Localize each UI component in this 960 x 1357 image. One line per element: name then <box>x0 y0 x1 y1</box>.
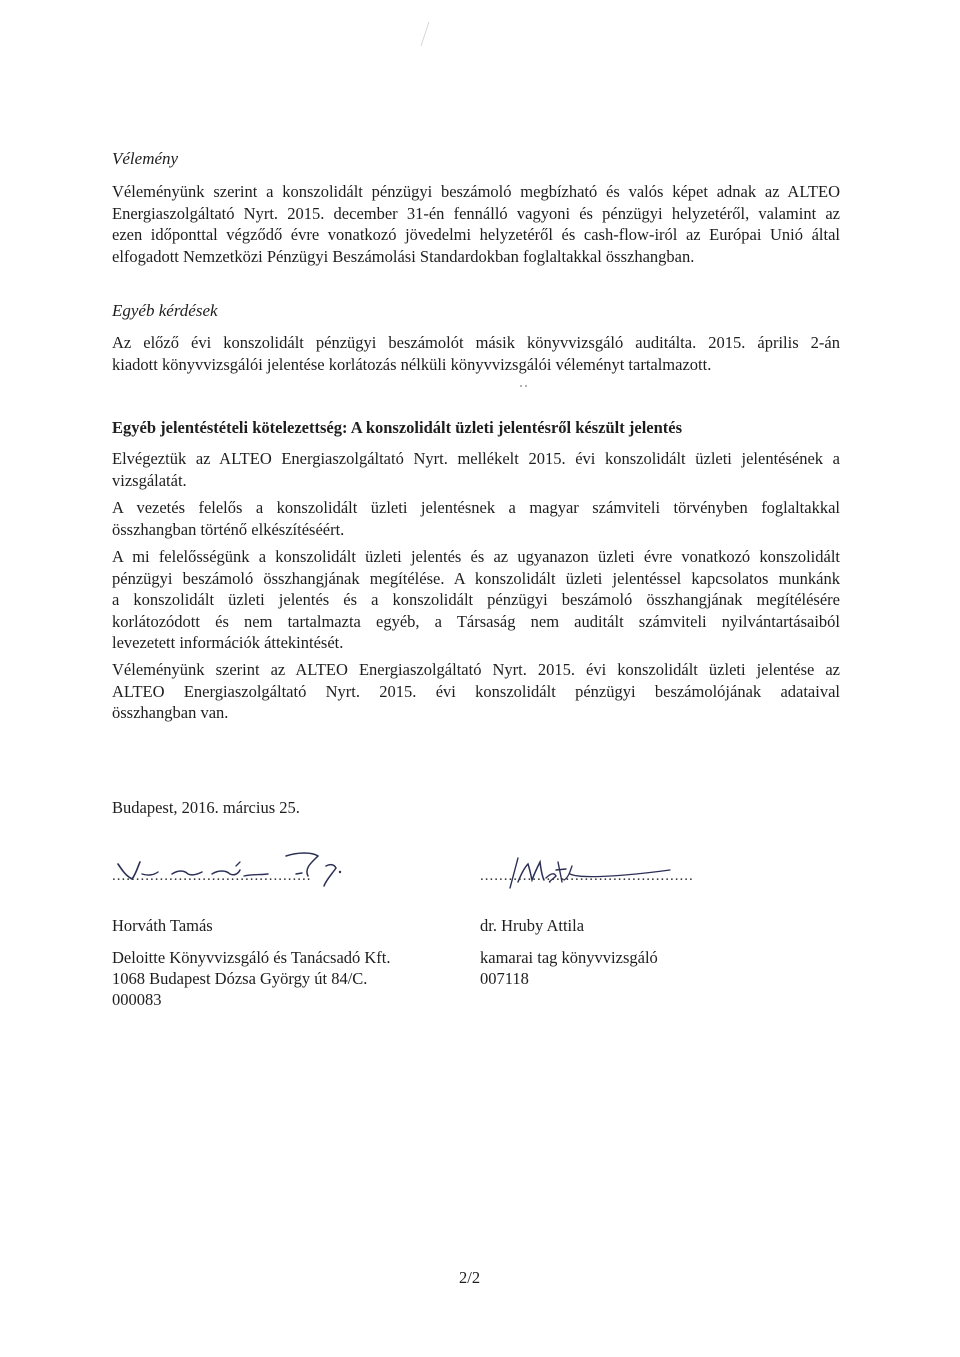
reporting-p3-line-4: korlátozódott és nem tartalmazta egyéb, a Társaság nem auditált számviteli nyilvántartásaiból <box>112 611 840 631</box>
other-matters-paragraph <box>112 332 840 375</box>
reporting-p3-line-3: a konszolidált üzleti jelentés és a konszolidált pénzügyi beszámoló összhangjának megítélésére <box>112 590 840 609</box>
signatory-left-name: Horváth Tamás <box>112 916 213 935</box>
other-matters-heading: Egyéb kérdések <box>112 301 218 320</box>
reporting-p1-line-1: Elvégeztük az ALTEO Energiaszolgáltató Nyrt. mellékelt 2015. évi konszolidált üzleti jelentésének a <box>112 449 840 468</box>
reporting-paragraph-3 <box>112 546 840 654</box>
signature-line-right: ............................................. <box>480 868 694 884</box>
reporting-p4-line-2: ALTEO Energiaszolgáltató Nyrt. 2015. évi konszolidált pénzügyi beszámolójának adataival <box>112 681 840 701</box>
opinion-heading: Vélemény <box>112 149 179 168</box>
signatory-right-number: 007118 <box>480 969 529 988</box>
reporting-p1-line-2: vizsgálatát. <box>112 470 187 490</box>
signatory-left-number: 000083 <box>112 990 162 1009</box>
signatory-left-block <box>112 866 391 1010</box>
reporting-p4-line-1: Véleményünk szerint az ALTEO Energiaszolgáltató Nyrt. 2015. évi konszolidált üzleti jelentése az <box>112 660 840 679</box>
scan-mark <box>415 20 435 50</box>
signatory-right-title: kamarai tag könyvvizsgáló <box>480 948 658 967</box>
reporting-heading: Egyéb jelentéstételi kötelezettség: A konszolidált üzleti jelentésről készült jelentés <box>112 418 683 437</box>
opinion-line-3: ezen időponttal végződő évre vonatkozó jövedelmi helyzetéről és cash-flow-iról az Európai Unió által <box>112 225 840 244</box>
page-number: 2/2 <box>459 1268 481 1287</box>
other-matters-line-1: Az előző évi konszolidált pénzügyi beszámolót másik könyvvizsgáló auditálta. 2015. április 2-án <box>112 333 840 352</box>
opinion-line-1: Véleményünk szerint a konszolidált pénzügyi beszámoló megbízható és valós képet adnak az ALTEO <box>112 182 840 201</box>
signatory-left-address: 1068 Budapest Dózsa György út 84/C. <box>112 969 368 988</box>
reporting-paragraph-4 <box>112 659 840 724</box>
opinion-paragraph <box>112 181 840 267</box>
other-matters-line-2: kiadott könyvvizsgálói jelentése korlátozás nélküli könyvvizsgálói véleményt tartalmazott. <box>112 354 712 374</box>
scan-speck <box>518 383 532 389</box>
reporting-paragraph-2 <box>112 497 840 540</box>
reporting-paragraph-1 <box>112 448 840 491</box>
place-date: Budapest, 2016. március 25. <box>112 798 300 817</box>
reporting-p4-line-3: összhangban van. <box>112 703 229 722</box>
signatory-left-firm: Deloitte Könyvvizsgáló és Tanácsadó Kft. <box>112 948 391 967</box>
opinion-line-2: Energiaszolgáltató Nyrt. 2015. december 31-én fennálló vagyoni és pénzügyi helyzetéről, valamint az <box>112 203 840 223</box>
reporting-p3-line-5: levezetett információk áttekintését. <box>112 633 344 652</box>
reporting-p2-line-1: A vezetés felelős a konszolidált üzleti jelentésnek a magyar számviteli törvényben foglaltakkal <box>112 498 840 517</box>
signature-line-left: .......................................... <box>112 868 312 884</box>
opinion-line-4: elfogadott Nemzetközi Pénzügyi Beszámolási Standardokban foglaltakkal összhangban. <box>112 246 695 266</box>
reporting-p3-line-1: A mi felelősségünk a konszolidált üzleti jelentés és az ugyanazon üzleti évre vonatkozó konszolidált <box>112 547 840 566</box>
reporting-p2-line-2: összhangban történő elkészítéséért. <box>112 519 345 539</box>
reporting-p3-line-2: pénzügyi beszámoló összhangjának megítélése. A konszolidált üzleti jelentéssel kapcsolatos munkánk <box>112 568 840 588</box>
signatory-right-block <box>480 866 694 989</box>
signatory-right-name: dr. Hruby Attila <box>480 916 585 935</box>
